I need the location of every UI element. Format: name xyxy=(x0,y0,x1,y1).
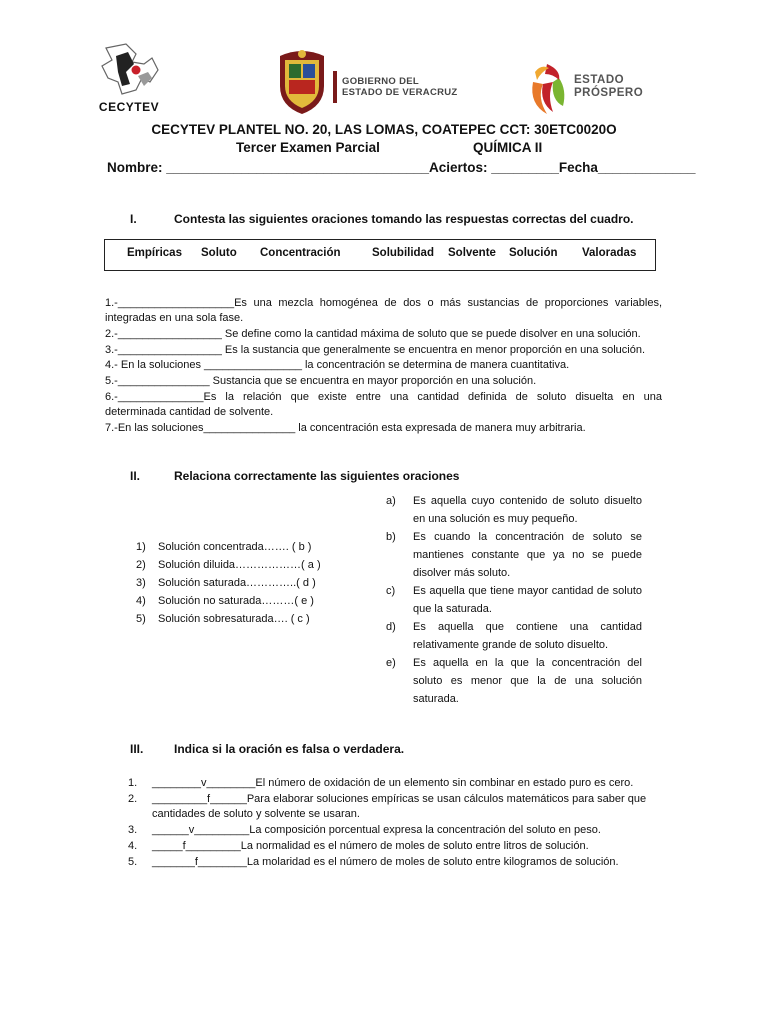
gov-divider xyxy=(333,71,337,103)
logo-bar xyxy=(0,40,768,120)
question-1-line-1: 1.-___________________Es una mezcla homogénea de dos o más sustancias de proporciones variables, xyxy=(105,297,662,309)
list-item: 1) Solución concentrada……. ( b ) xyxy=(136,541,312,553)
cecytev-logo-text: CECYTEV xyxy=(98,100,160,114)
section-1-title: Contesta las siguientes oraciones tomando las respuestas correctas del cuadro. xyxy=(174,212,634,226)
section-1-number: I. xyxy=(130,212,137,226)
word-bank-item: Solubilidad xyxy=(372,247,434,259)
section-3-heading xyxy=(130,742,404,756)
prospero-line-1: ESTADO xyxy=(574,74,625,86)
question-3: 3.-_________________ Es la sustancia que generalmente se encuentra en menor proporción en una solución. xyxy=(105,344,645,356)
prospero-logo-text xyxy=(574,74,643,100)
subject-title: QUÍMICA II xyxy=(473,140,543,155)
section-2-title: Relaciona correctamente las siguientes oraciones xyxy=(174,469,460,483)
gov-line-1: GOBIERNO DEL xyxy=(342,76,419,87)
list-item: 4) Solución no saturada………( e ) xyxy=(136,595,314,607)
word-bank-item: Soluto xyxy=(201,247,237,259)
list-item: b) Es cuando la concentración de soluto se mantienes constante que ya no se puede disolver más soluto. xyxy=(386,531,642,579)
relation-right-column xyxy=(386,492,642,708)
gov-logo-text xyxy=(342,76,458,98)
word-bank-item: Solvente xyxy=(448,247,496,259)
word-bank-item: Valoradas xyxy=(582,247,637,259)
estado-prospero-logo-icon xyxy=(527,60,569,118)
question-1-line-2: integradas en una sola fase. xyxy=(105,312,244,324)
word-bank-item: Concentración xyxy=(260,247,341,259)
gov-line-2: ESTADO DE VERACRUZ xyxy=(342,87,458,98)
relation-left-column xyxy=(136,538,321,628)
section-2-number: II. xyxy=(130,469,141,483)
school-header: CECYTEV PLANTEL NO. 20, LAS LOMAS, COATEPEC CCT: 30ETC0020O xyxy=(151,122,617,137)
list-item: a) Es aquella cuyo contenido de soluto disuelto en una solución es muy pequeño. xyxy=(386,495,642,525)
list-item: c) Es aquella que tiene mayor cantidad de soluto que la saturada. xyxy=(386,585,642,615)
section-1-heading xyxy=(130,212,634,226)
list-item: e) Es aquella en la que la concentración del soluto es menor que la de una solución saturada. xyxy=(386,657,642,705)
question-4: 4.- En la soluciones ________________ la concentración se determina de manera cuantitativa. xyxy=(105,359,570,371)
student-info-line: Nombre: ___________________________________Aciertos: _________Fecha_____________ xyxy=(107,160,696,175)
cecytev-logo xyxy=(92,42,166,114)
word-bank-box xyxy=(104,239,656,271)
question-6-line-2: determinada cantidad de solvente. xyxy=(105,406,274,418)
question-5: 5.-_______________ Sustancia que se encuentra en mayor proporción en una solución. xyxy=(105,375,537,387)
word-bank-item: Solución xyxy=(509,247,558,259)
list-item: d) Es aquella que contiene una cantidad relativamente grande de soluto disuelto. xyxy=(386,621,642,651)
exam-title: Tercer Examen Parcial xyxy=(236,140,380,155)
question-6-line-1: 6.-______________Es la relación que existe entre una cantidad definida de soluto disuelta en una xyxy=(105,391,662,403)
prospero-line-2: PRÓSPERO xyxy=(574,87,644,99)
list-item: 3) Solución saturada…………..( d ) xyxy=(136,577,316,589)
veracruz-coat-of-arms-icon xyxy=(276,46,328,116)
section-2-heading xyxy=(130,469,459,483)
section-3-title: Indica si la oración es falsa o verdadera. xyxy=(174,742,405,756)
question-2: 2.-_________________ Se define como la cantidad máxima de soluto que se puede disolver en una solución. xyxy=(105,328,641,340)
word-bank-item: Empíricas xyxy=(127,247,182,259)
list-item: 2) Solución diluida………………( a ) xyxy=(136,559,321,571)
section-3-number: III. xyxy=(130,742,144,756)
question-7: 7.-En las soluciones_______________ la concentración esta expresada de manera muy arbitraria. xyxy=(105,422,586,434)
list-item: 5) Solución sobresaturada…. ( c ) xyxy=(136,613,310,625)
